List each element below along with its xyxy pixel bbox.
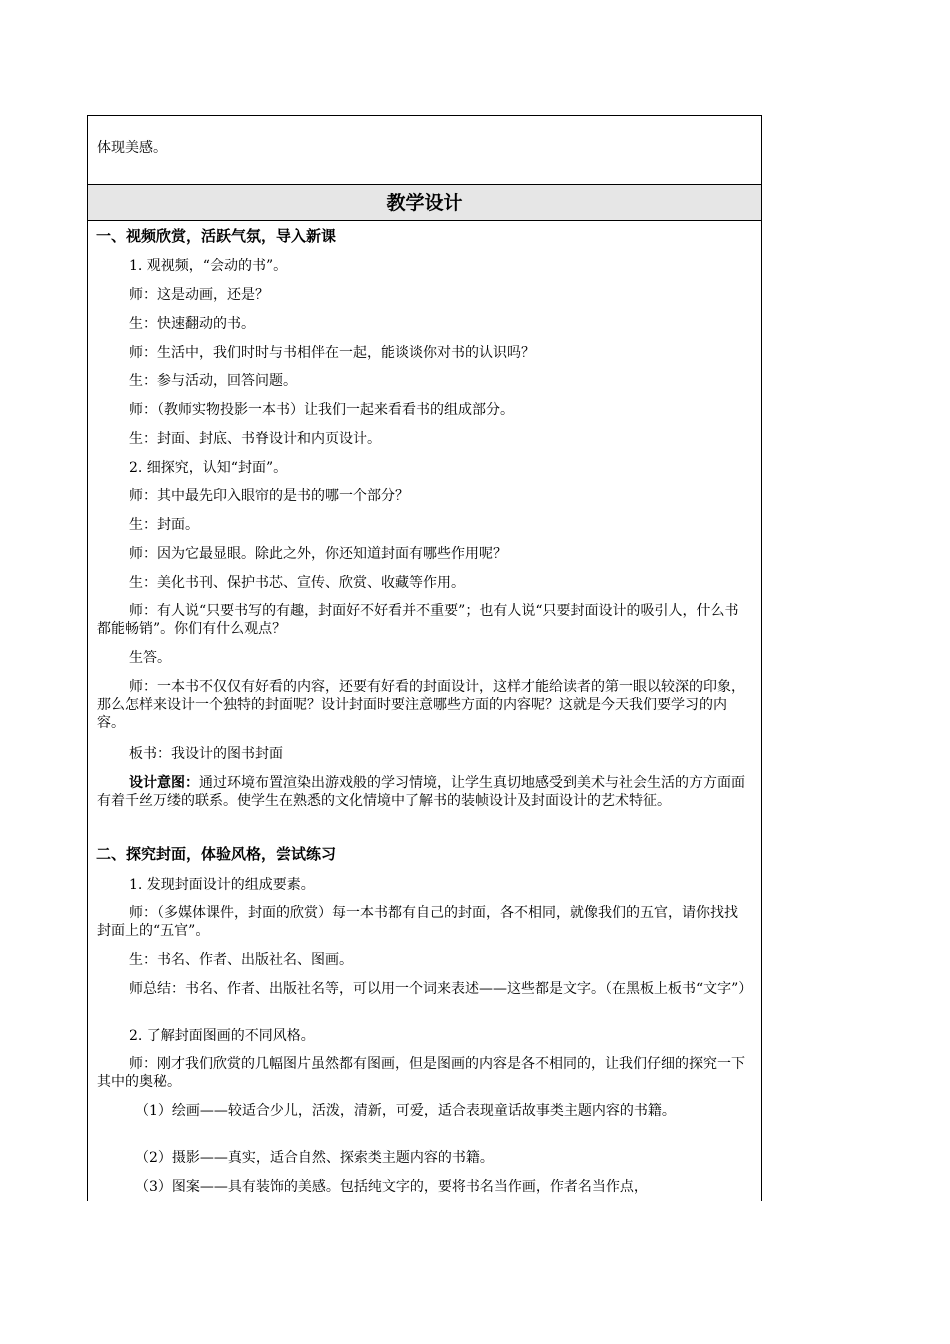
top-cell-text: 体现美感。 — [97, 140, 167, 156]
paragraph: 生答。 — [129, 650, 171, 666]
paragraph: 1. 发现封面设计的组成要素。 — [129, 877, 315, 893]
paragraph: 师：一本书不仅仅有好看的内容，还要有好看的封面设计，这样才能给读者的第一眼以较深的印象，那么怎样来设计一个独特的封面呢？设计封面时要注意哪些方面的内容呢？这就是今天我们要学习的内容。 — [97, 679, 745, 731]
paragraph: 2. 细探究，认知“封面”。 — [129, 460, 288, 476]
paragraph: 生：参与活动，回答问题。 — [129, 373, 297, 389]
paragraph: 1. 观视频，“会动的书”。 — [129, 258, 288, 274]
part2-heading: 二、探究封面，体验风格，尝试练习 — [96, 845, 337, 863]
paragraph: 师：生活中，我们时时与书相伴在一起，能谈谈你对书的认识吗？ — [129, 345, 535, 361]
top-cell — [88, 116, 761, 185]
paragraph: 生：书名、作者、出版社名、图画。 — [129, 952, 353, 968]
paragraph: 师：这是动画，还是？ — [129, 287, 269, 303]
design-intent-label: 设计意图： — [129, 775, 199, 791]
paragraph: （3）图案——具有装饰的美感。包括纯文字的，要将书名当作画，作者名当作点， — [135, 1179, 648, 1195]
paragraph: （1）绘画——较适合少儿，活泼，清新，可爱，适合表现童话故事类主题内容的书籍。 — [135, 1103, 676, 1119]
lesson-table — [87, 115, 762, 1201]
part1-heading: 一、视频欣赏，活跃气氛，导入新课 — [96, 227, 337, 245]
section-header: 教学设计 — [88, 185, 761, 221]
design-intent — [97, 774, 749, 810]
paragraph: 师：其中最先印入眼帘的是书的哪一个部分？ — [129, 488, 409, 504]
paragraph: 2. 了解封面图画的不同风格。 — [129, 1028, 315, 1044]
paragraph: 板书：我设计的图书封面 — [129, 746, 283, 762]
paragraph: 生：封面、封底、书脊设计和内页设计。 — [129, 431, 381, 447]
paragraph: 师：因为它最显眼。除此之外，你还知道封面有哪些作用呢？ — [129, 546, 507, 562]
paragraph: （2）摄影——真实，适合自然、探索类主题内容的书籍。 — [135, 1150, 494, 1166]
paragraph: 师：（教师实物投影一本书）让我们一起来看看书的组成部分。 — [129, 402, 514, 418]
paragraph: 师：刚才我们欣赏的几幅图片虽然都有图画，但是图画的内容是各不相同的，让我们仔细的探究一下其中的奥秘。 — [97, 1056, 745, 1090]
paragraph: 师：有人说“只要书写的有趣，封面好不好看并不重要”；也有人说“只要封面设计的吸引人，什么书都能畅销”。你们有什么观点？ — [97, 603, 739, 637]
paragraph: 生：封面。 — [129, 517, 199, 533]
paragraph: 师总结：书名、作者、出版社名等，可以用一个词来表述——这些都是文字。（在黑板上板书“文字”） — [129, 981, 753, 997]
design-intent-text: 通过环境布置渲染出游戏般的学习情境，让学生真切地感受到美术与社会生活的方方面面有着千丝万缕的联系。使学生在熟悉的文化情境中了解书的装帧设计及封面设计的艺术特征。 — [97, 775, 745, 809]
lesson-content — [88, 221, 761, 1202]
paragraph: 生：快速翻动的书。 — [129, 316, 255, 332]
paragraph: 师：（多媒体课件，封面的欣赏）每一本书都有自己的封面，各不相同，就像我们的五官，请你找找封面上的“五官”。 — [97, 905, 738, 939]
paragraph: 生：美化书刊、保护书芯、宣传、欣赏、收藏等作用。 — [129, 575, 465, 591]
